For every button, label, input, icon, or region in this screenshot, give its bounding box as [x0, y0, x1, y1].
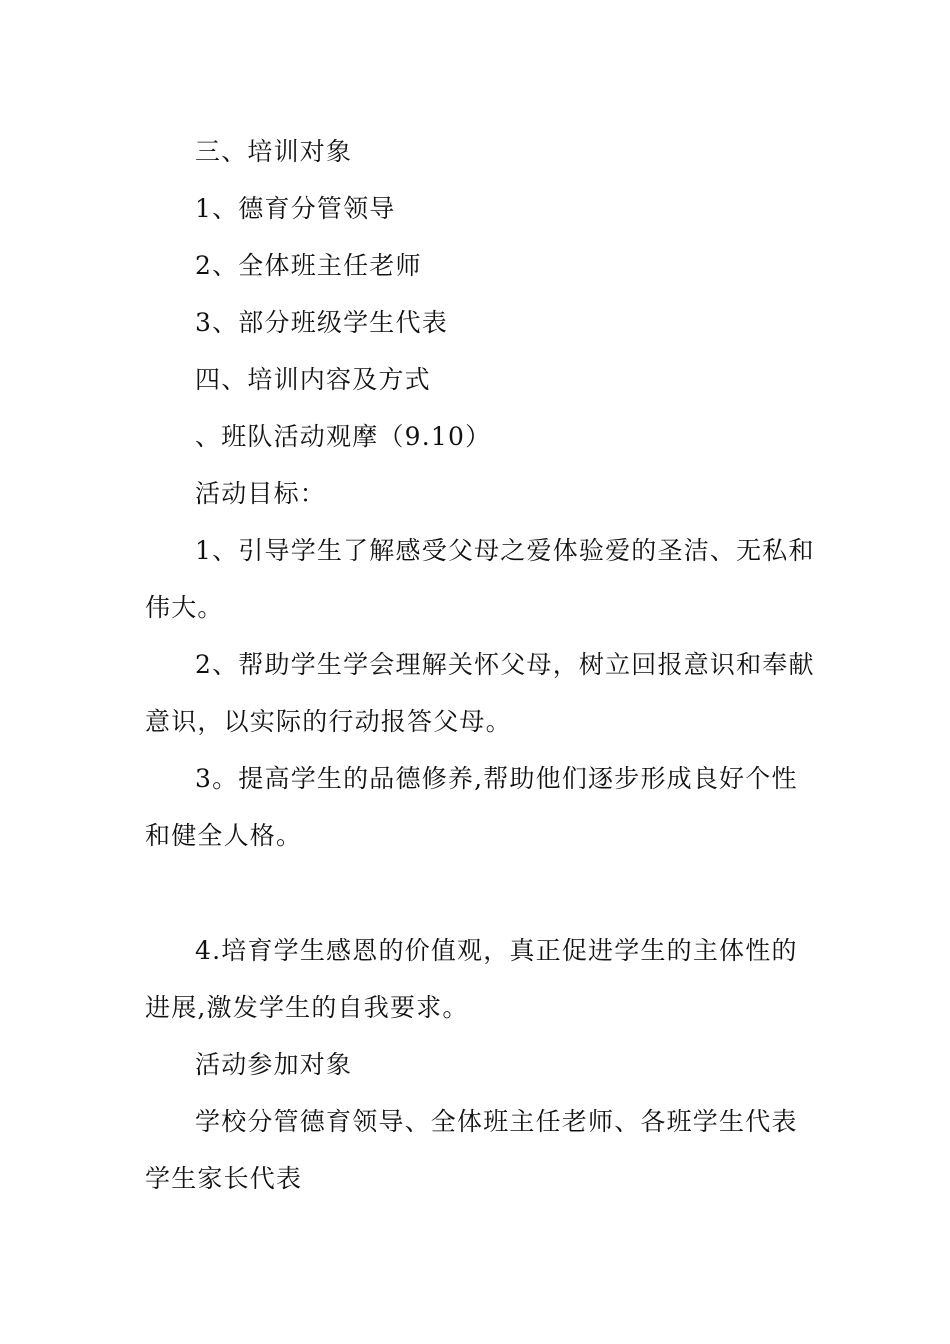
paragraph-line: 2、帮助学生学会理解关怀父母，树立回报意识和奉献 — [195, 650, 815, 679]
paragraph-line: 学校分管德育领导、全体班主任老师、各班学生代表 — [195, 1107, 798, 1136]
section-heading-3: 三、培训对象 — [195, 137, 353, 166]
paragraph-line: 3。提高学生的品德修养,帮助他们逐步形成良好个性 — [195, 764, 798, 793]
paragraph-line: 学生家长代表 — [145, 1164, 303, 1193]
paragraph-line: 和健全人格。 — [145, 821, 303, 850]
paragraph-label: 活动参加对象 — [195, 1050, 353, 1079]
list-item: 1、德育分管领导 — [195, 194, 396, 223]
paragraph-line: 1、引导学生了解感受父母之爱体验爱的圣洁、无私和 — [195, 536, 815, 565]
paragraph-line: 进展,激发学生的自我要求。 — [145, 993, 469, 1022]
paragraph-line: 4.培育学生感恩的价值观，真正促进学生的主体性的 — [195, 936, 798, 965]
subsection-heading: 、班队活动观摩（9.10） — [195, 422, 492, 451]
list-item: 3、部分班级学生代表 — [195, 308, 448, 337]
paragraph-line: 伟大。 — [145, 593, 224, 622]
section-heading-4: 四、培训内容及方式 — [195, 365, 431, 394]
paragraph-label: 活动目标： — [195, 479, 327, 508]
paragraph-line: 意识，以实际的行动报答父母。 — [145, 707, 512, 736]
list-item: 2、全体班主任老师 — [195, 251, 422, 280]
